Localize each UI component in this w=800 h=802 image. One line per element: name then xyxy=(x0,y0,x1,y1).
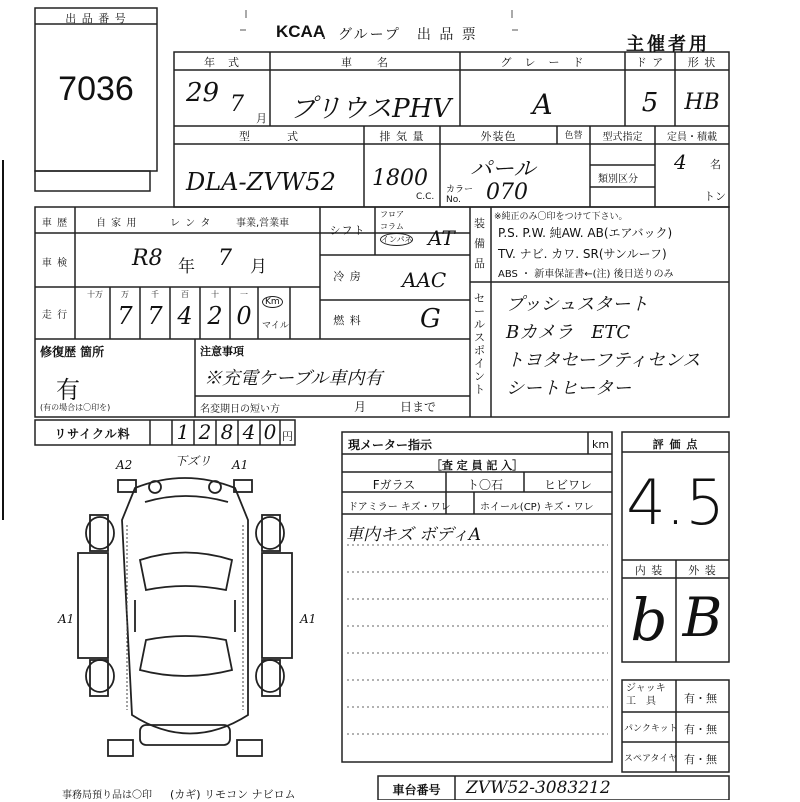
mirror-check: ドアミラー キズ・ワレ xyxy=(348,502,451,513)
wheel-check: ホイール(CP) キズ・ワレ xyxy=(480,502,594,513)
equipment-note: ※純正のみ〇印をつけて下さい。 xyxy=(494,212,628,222)
ac-label: 冷 房 xyxy=(333,270,362,283)
lot-number: 7036 xyxy=(58,70,134,108)
chassis-label: 車台番号 xyxy=(392,783,441,797)
recycle-digit: 0 xyxy=(263,420,277,444)
mileage-unit-1: 一 xyxy=(240,290,248,299)
equipment-line-1: P.S. P.W. 純AW. AB(エアバック) xyxy=(498,226,673,240)
persons-unit: 名 xyxy=(710,158,721,171)
inspector-title: ［査 定 員 記 入］ xyxy=(430,459,524,472)
sales-points-label: セールスポイント xyxy=(474,292,486,396)
recycle-digit: 1 xyxy=(176,420,190,444)
equipment-line-3: ABS ・ 新車保証書←(注) 後日送りのみ xyxy=(498,269,674,280)
mark-a1-right: A1 xyxy=(300,612,317,626)
color-label: 外装色 xyxy=(480,130,517,143)
mileage-unit-10k: 万 xyxy=(121,290,129,299)
doors-label: ド ア xyxy=(635,56,665,69)
office-items: (カギ) リモコン ナビロム xyxy=(170,788,296,801)
mileage-digit: 7 xyxy=(117,302,133,330)
model-month: 7 xyxy=(230,92,244,117)
inspection-year-unit: 年 xyxy=(178,257,195,277)
month-unit: 月 xyxy=(256,112,267,125)
shift-column: コラム xyxy=(380,222,404,231)
exterior-label: 外 装 xyxy=(688,564,717,577)
repair-value: 有 xyxy=(56,376,80,404)
displacement-value: 1800 xyxy=(372,166,428,191)
inspection-month: 7 xyxy=(218,246,232,271)
glass-label: Fガラス xyxy=(372,478,416,492)
car-name-label: 車 名 xyxy=(341,56,389,69)
mark-a1-left: A1 xyxy=(58,612,75,626)
mileage-unit-1k: 千 xyxy=(151,290,159,299)
shift-value: AT xyxy=(428,226,455,250)
history-rental: レ ン タ xyxy=(170,218,212,229)
repair-note: (有の場合は〇印を) xyxy=(40,403,111,412)
puncture-label: パンクキット xyxy=(624,724,678,734)
expiry-month-unit: 月 xyxy=(354,400,367,414)
model-year: 29 xyxy=(186,78,220,108)
spare-label: スペアタイヤ xyxy=(624,754,678,764)
recycle-label: リサイクル料 xyxy=(54,427,131,441)
shift-floor: フロア xyxy=(380,210,404,219)
mileage-unit-10: 十 xyxy=(211,290,219,299)
ac-value: AAC xyxy=(402,268,447,292)
caution-label: 注意事項 xyxy=(200,345,244,358)
equipment-line-2: TV. ナビ. カワ. SR(サンルーフ) xyxy=(498,247,667,261)
mark-a1-front: A1 xyxy=(232,458,249,472)
recycle-digit: 4 xyxy=(242,420,256,444)
equipment-label: 装備品 xyxy=(474,217,486,270)
displacement-label: 排 気 量 xyxy=(379,130,425,143)
color-name: パール xyxy=(470,157,536,182)
mileage-unit-100: 百 xyxy=(181,290,189,299)
inspection-era: R8 xyxy=(132,246,163,271)
inspection-label: 車 検 xyxy=(41,258,69,269)
shape-value: HB xyxy=(684,90,720,115)
mileage-label: 走 行 xyxy=(41,310,69,321)
repair-label: 修復歴 箇所 xyxy=(40,345,105,359)
color-code: 070 xyxy=(486,180,528,205)
expiry-day-unit: 日まで xyxy=(400,400,437,414)
color-change-label: 色替 xyxy=(564,131,583,141)
ton-unit: トン xyxy=(704,190,726,203)
grade-label: グ レ ー ド xyxy=(500,56,585,69)
fuel-value: G xyxy=(420,304,441,334)
interior-grade: b xyxy=(630,586,668,654)
exterior-grade: B xyxy=(682,586,723,649)
sales-point: Bカメラ ETC xyxy=(506,322,631,343)
lot-number-label: 出 品 番 号 xyxy=(65,12,127,25)
sales-point: プッシュスタート xyxy=(506,294,649,315)
sheet-title: ．グループ 出 品 票 xyxy=(322,27,478,43)
inspection-month-unit: 月 xyxy=(250,257,267,277)
car-name: プリウスPHV xyxy=(290,94,452,124)
glass-chip: ト〇石 xyxy=(466,478,503,492)
year-label: 年 式 xyxy=(204,56,240,69)
meter-km: km xyxy=(592,438,610,451)
meter-label: 現メーター指示 xyxy=(348,438,433,452)
interior-label: 内 装 xyxy=(634,564,664,577)
organizer-use: 主催者用 xyxy=(626,34,710,55)
mileage-unit-100k: 十万 xyxy=(87,290,103,299)
color-code-label: カラー No. xyxy=(446,185,474,205)
recycle-digit: 8 xyxy=(220,420,234,444)
grade-value: A xyxy=(532,88,553,121)
score-label: 評 価 点 xyxy=(652,438,699,451)
office-note: 事務局預り品は〇印 xyxy=(62,790,152,801)
shift-label: シフト xyxy=(329,224,366,237)
shift-panel: インパネ xyxy=(381,235,413,244)
sales-point: トヨタセーフティセンス xyxy=(506,350,701,371)
history-business: 事業,営業車 xyxy=(236,218,290,229)
mark-a2: A2 xyxy=(116,458,133,472)
capacity-label: 定員・積載 xyxy=(667,132,717,143)
glass-crack: ヒビワレ xyxy=(543,478,592,492)
jack-label: ジャッキ 工 具 xyxy=(626,683,666,707)
cc-unit: C.C. xyxy=(416,192,435,202)
sales-point: シートヒーター xyxy=(506,378,632,399)
mileage-digit: 7 xyxy=(147,302,163,330)
category-label: 類別区分 xyxy=(598,174,638,185)
doors-value: 5 xyxy=(641,88,659,118)
chassis-number: ZVW52-3083212 xyxy=(466,778,611,798)
shape-label: 形 状 xyxy=(687,56,717,69)
overall-score: 4.5 xyxy=(626,466,725,539)
model-code: DLA-ZVW52 xyxy=(186,168,336,196)
history-label: 車 歴 xyxy=(41,218,69,229)
caution-value: ※充電ケーブル車内有 xyxy=(204,368,383,389)
mileage-mile: マイル xyxy=(262,321,289,331)
recycle-digit: 2 xyxy=(198,420,212,444)
mark-front: 下ズリ xyxy=(175,454,212,468)
mileage-km: Km xyxy=(262,296,283,308)
model-code-label: 型 式 xyxy=(239,130,299,143)
mileage-digit: 2 xyxy=(207,302,223,330)
fuel-label: 燃 料 xyxy=(333,314,362,327)
capacity-persons: 4 xyxy=(674,150,687,174)
inspector-note: 車内キズ ボディA xyxy=(346,525,481,545)
history-private: 自 家 用 xyxy=(96,218,138,229)
mileage-digit: 0 xyxy=(236,302,252,330)
jack-value: 有・無 xyxy=(684,692,717,705)
designation-label: 型式指定 xyxy=(602,132,643,143)
puncture-value: 有・無 xyxy=(684,723,717,736)
expiry-label: 名変期日の短い方 xyxy=(200,404,280,415)
spare-value: 有・無 xyxy=(684,753,717,766)
mileage-digit: 4 xyxy=(177,302,193,330)
recycle-yen: 円 xyxy=(282,430,293,443)
brand-logo: KCAA xyxy=(276,22,326,41)
